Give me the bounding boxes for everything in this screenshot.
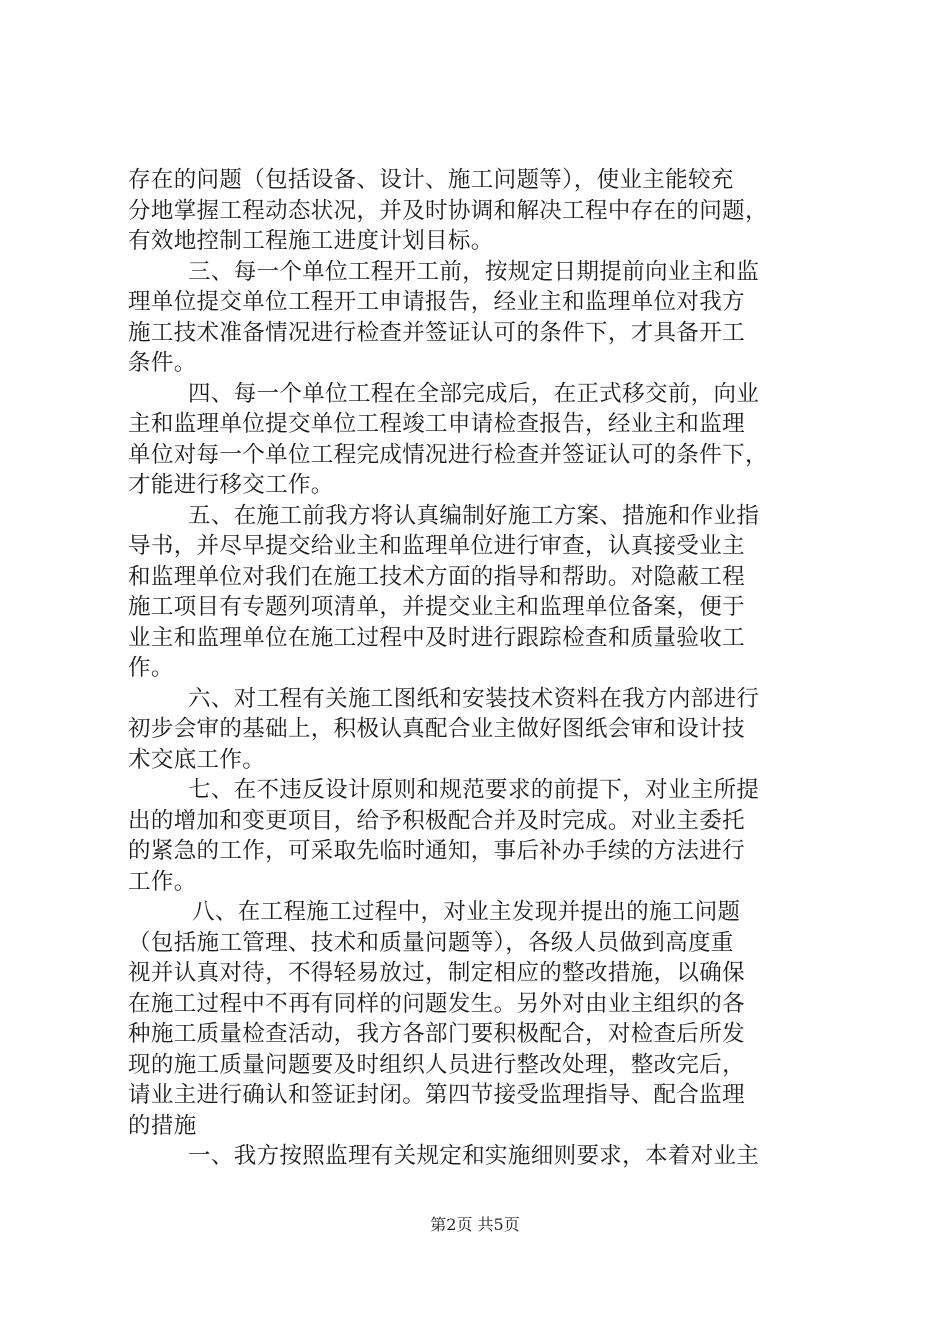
paragraph-start: 七、在不违反设计原则和规范要求的前提下，对业主所提 xyxy=(188,777,760,803)
text-line: 分地掌握工程动态状况，并及时协调和解决工程中存在的问题， xyxy=(128,197,768,224)
text-line: 在施工过程中不再有同样的问题发生。另外对由业主组织的各 xyxy=(128,990,745,1017)
text-line: 有效地控制工程施工进度计划目标。 xyxy=(128,228,494,254)
page-number-label: 第2页 共5页 xyxy=(430,1215,520,1234)
text-line: 请业主进行确认和签证封闭。第四节接受监理指导、配合监理 xyxy=(128,1082,745,1108)
text-line: 种施工质量检查活动，我方各部门要积极配合，对检查后所发 xyxy=(128,1021,745,1047)
document-body xyxy=(128,165,840,1172)
paragraph-start: 五、在施工前我方将认真编制好施工方案、措施和作业指 xyxy=(188,502,760,529)
page-footer xyxy=(0,1215,950,1235)
text-line: 出的增加和变更项目，给予积极配合并及时完成。对业主委托 xyxy=(128,807,745,834)
text-line: 导书，并尽早提交给业主和监理单位进行审查，认真接受业主 xyxy=(128,533,745,559)
text-line: 存在的问题（包括设备、设计、施工问题等），使业主能较充 xyxy=(128,167,734,193)
paragraph-start: 八、在工程施工过程中，对业主发现并提出的施工问题 xyxy=(192,899,741,925)
text-line: （包括施工管理、技术和质量问题等），各级人员做到高度重 xyxy=(128,929,734,956)
paragraph-start: 一、我方按照监理有关规定和实施细则要求，本着对业主 xyxy=(188,1143,760,1169)
text-line: 施工项目有专题列项清单，并提交业主和监理单位备案，便于 xyxy=(128,594,745,620)
text-line: 的紧急的工作，可采取先临时通知，事后补办手续的方法进行 xyxy=(128,838,745,864)
text-line: 条件。 xyxy=(128,350,197,376)
text-line: 工作。 xyxy=(128,868,197,895)
paragraph-start: 四、每一个单位工程在全部完成后，在正式移交前，向业 xyxy=(188,380,760,407)
text-line: 作。 xyxy=(128,655,174,681)
text-line: 视并认真对待，不得轻易放过，制定相应的整改措施，以确保 xyxy=(128,960,745,986)
text-line: 施工技术准备情况进行检查并签证认可的条件下，才具备开工 xyxy=(128,319,745,346)
text-line: 术交底工作。 xyxy=(128,746,266,773)
text-line: 和监理单位对我们在施工技术方面的指导和帮助。对隐蔽工程 xyxy=(128,563,745,590)
text-line: 理单位提交单位工程开工申请报告，经业主和监理单位对我方 xyxy=(128,289,745,315)
text-line: 主和监理单位提交单位工程竣工申请检查报告，经业主和监理 xyxy=(128,411,745,437)
text-line: 单位对每一个单位工程完成情况进行检查并签证认可的条件下， xyxy=(128,441,768,468)
text-line: 业主和监理单位在施工过程中及时进行跟踪检查和质量验收工 xyxy=(128,624,745,651)
text-line: 才能进行移交工作。 xyxy=(128,472,334,498)
text-line: 的措施 xyxy=(128,1112,197,1139)
paragraph-start: 六、对工程有关施工图纸和安装技术资料在我方内部进行 xyxy=(188,685,760,712)
paragraph-start: 三、每一个单位工程开工前，按规定日期提前向业主和监 xyxy=(188,258,760,285)
text-line: 现的施工质量问题要及时组织人员进行整改处理，整改完后， xyxy=(128,1051,745,1078)
text-line: 初步会审的基础上，积极认真配合业主做好图纸会审和设计技 xyxy=(128,716,745,742)
